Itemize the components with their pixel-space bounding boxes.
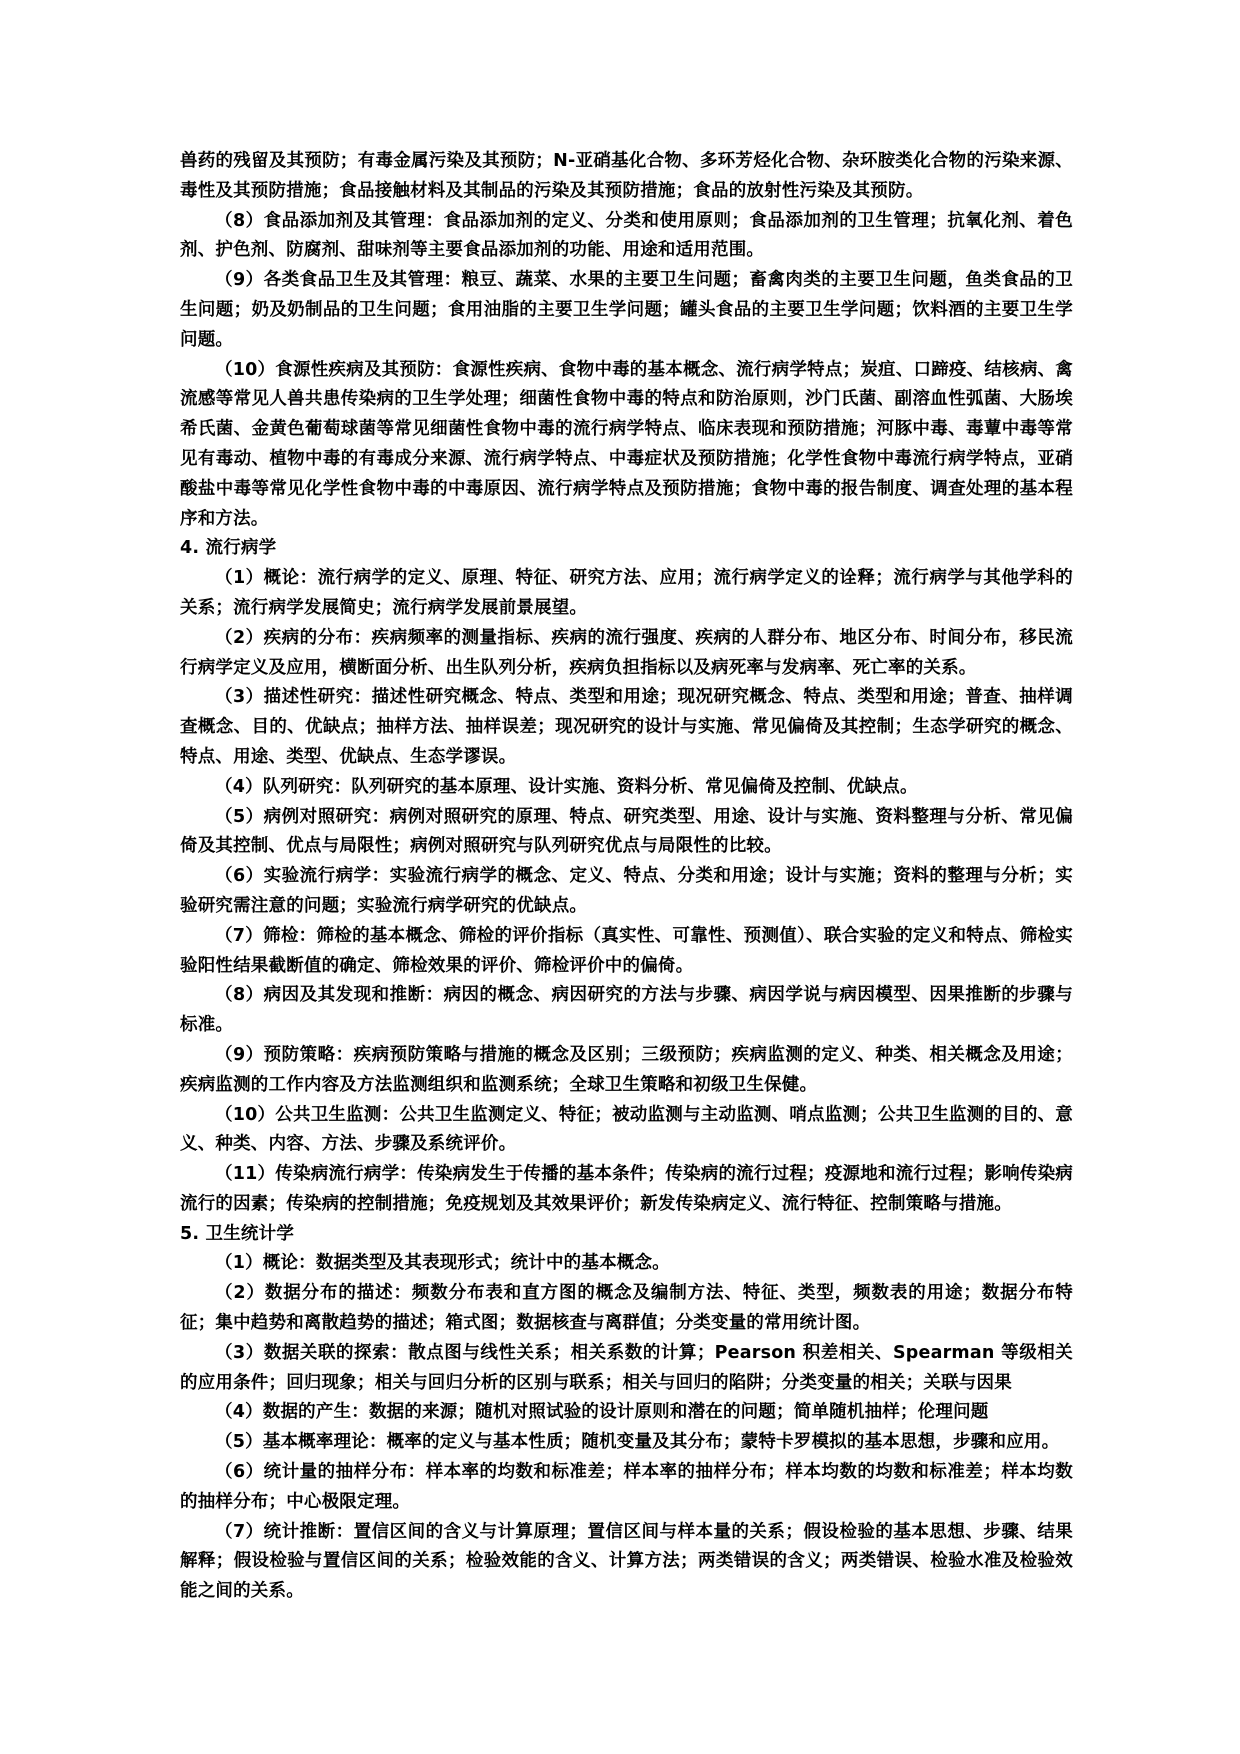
paragraph-epi-1-overview: （1）概论：流行病学的定义、原理、特征、研究方法、应用；流行病学定义的诠释；流行病学与其他学科的关系；流行病学发展简史；流行病学发展前景展望。 [180, 568, 1073, 618]
paragraph-stat-2-data-distribution: （2）数据分布的描述：频数分布表和直方图的概念及编制方法、特征、类型，频数表的用途；数据分布特征；集中趋势和离散趋势的描述；箱式图；数据核查与离群值；分类变量的常用统计图。 [180, 1283, 1073, 1334]
paragraph-stat-3-data-association: （3）数据关联的探索：散点图与线性关系；相关系数的计算；Pearson 积差相关、Spearman 等级相关的应用条件；回归现象；相关与回归分析的区别与联系；相关与回归的陷阱；分类变量的相关；关联与因果 [180, 1342, 1073, 1393]
paragraph-epi-9-prevention-strategy: （9）预防策略：疾病预防策略与措施的概念及区别；三级预防；疾病监测的定义、种类、相关概念及用途；疾病监测的工作内容及方法监测组织和监测系统；全球卫生策略和初级卫生保健。 [180, 1044, 1073, 1095]
paragraph-stat-6-sampling-distribution: （6）统计量的抽样分布：样本率的均数和标准差；样本率的抽样分布；样本均数的均数和标准差；样本均数的抽样分布；中心极限定理。 [180, 1462, 1073, 1512]
section-heading-epidemiology: 4. 流行病学 [180, 538, 277, 559]
paragraph-epi-11-infectious-disease: （11）传染病流行病学：传染病发生于传播的基本条件；传染病的流行过程；疫源地和流行过程；影响传染病流行的因素；传染病的控制措施；免疫规划及其效果评价；新发传染病定义、流行特征、控制策略与措施。 [180, 1164, 1073, 1214]
paragraph-item-10-foodborne-disease: （10）食源性疾病及其预防：食源性疾病、食物中毒的基本概念、流行病学特点；炭疽、口蹄疫、结核病、禽流感等常见人兽共患传染病的卫生学处理；细菌性食物中毒的特点和防治原则，沙门氏菌、副溶血性弧菌、大肠埃希氏菌、金黄色葡萄球菌等常见细菌性食物中毒的流行病学特点、临床表现和预防措施；河豚中毒、毒蕈中毒等常见有毒动、植物中毒的有毒成分来源、流行病学特点、中毒症状及预防措施；化学性食物中毒流行病学特点，亚硝酸盐中毒等常见化学性食物中毒的中毒原因、流行病学特点及预防措施；食物中毒的报告制度、调查处理的基本程序和方法。 [180, 359, 1073, 529]
paragraph-item-8-food-additives: （8）食品添加剂及其管理：食品添加剂的定义、分类和使用原则；食品添加剂的卫生管理；抗氧化剂、着色剂、护色剂、防腐剂、甜味剂等主要食品添加剂的功能、用途和适用范围。 [180, 210, 1073, 261]
paragraph-epi-6-experimental: （6）实验流行病学：实验流行病学的概念、定义、特点、分类和用途；设计与实施；资料的整理与分析；实验研究需注意的问题；实验流行病学研究的优缺点。 [180, 866, 1073, 916]
paragraph-stat-7-statistical-inference: （7）统计推断：置信区间的含义与计算原理；置信区间与样本量的关系；假设检验的基本思想、步骤、结果解释；假设检验与置信区间的关系；检验效能的含义、计算方法；两类错误的含义；两类错误、检验水准及检验效能之间的关系。 [180, 1521, 1073, 1602]
paragraph-epi-5-case-control: （5）病例对照研究：病例对照研究的原理、特点、研究类型、用途、设计与实施、资料整理与分析、常见偏倚及其控制、优点与局限性；病例对照研究与队列研究优点与局限性的比较。 [180, 806, 1073, 857]
paragraph-stat-1-overview: （1）概论：数据类型及其表现形式；统计中的基本概念。 [215, 1253, 670, 1274]
paragraph-epi-3-descriptive-study: （3）描述性研究：描述性研究概念、特点、类型和用途；现况研究概念、特点、类型和用途；普查、抽样调查概念、目的、优缺点；抽样方法、抽样误差；现况研究的设计与实施、常见偏倚及其控制；生态学研究的概念、特点、用途、类型、优缺点、生态学谬误。 [180, 687, 1073, 767]
section-heading-health-statistics: 5. 卫生统计学 [180, 1223, 295, 1244]
paragraph-epi-8-causation: （8）病因及其发现和推断：病因的概念、病因研究的方法与步骤、病因学说与病因模型、因果推断的步骤与标准。 [180, 985, 1073, 1036]
paragraph-epi-4-cohort-study: （4）队列研究：队列研究的基本原理、设计实施、资料分析、常见偏倚及控制、优缺点。 [215, 776, 918, 797]
paragraph-epi-7-screening: （7）筛检：筛检的基本概念、筛检的评价指标（真实性、可靠性、预测值）、联合实验的定义和特点、筛检实验阳性结果截断值的确定、筛检效果的评价、筛检评价中的偏倚。 [180, 925, 1073, 976]
paragraph-epi-2-distribution: （2）疾病的分布：疾病频率的测量指标、疾病的流行强度、疾病的人群分布、地区分布、时间分布，移民流行病学定义及应用，横断面分析、出生队列分析，疾病负担指标以及病死率与发病率、死亡率的关系。 [180, 627, 1073, 678]
paragraph-continuation: 兽药的残留及其预防；有毒金属污染及其预防；N-亚硝基化合物、多环芳烃化合物、杂环胺类化合物的污染来源、毒性及其预防措施；食品接触材料及其制品的污染及其预防措施；食品的放射性污染及其预防。 [180, 151, 1073, 201]
paragraph-stat-5-probability-theory: （5）基本概率理论：概率的定义与基本性质；随机变量及其分布；蒙特卡罗模拟的基本思想，步骤和应用。 [215, 1432, 1060, 1453]
paragraph-item-9-food-categories: （9）各类食品卫生及其管理：粮豆、蔬菜、水果的主要卫生问题；畜禽肉类的主要卫生问题，鱼类食品的卫生问题；奶及奶制品的卫生问题；食用油脂的主要卫生学问题；罐头食品的主要卫生学问题；饮料酒的主要卫生学问题。 [180, 270, 1073, 350]
paragraph-epi-10-public-health-surveillance: （10）公共卫生监测：公共卫生监测定义、特征；被动监测与主动监测、哨点监测；公共卫生监测的目的、意义、种类、内容、方法、步骤及系统评价。 [180, 1104, 1073, 1155]
document-page [180, 147, 1073, 1607]
paragraph-stat-4-data-generation: （4）数据的产生：数据的来源；随机对照试验的设计原则和潜在的问题；简单随机抽样；伦理问题 [215, 1402, 989, 1423]
